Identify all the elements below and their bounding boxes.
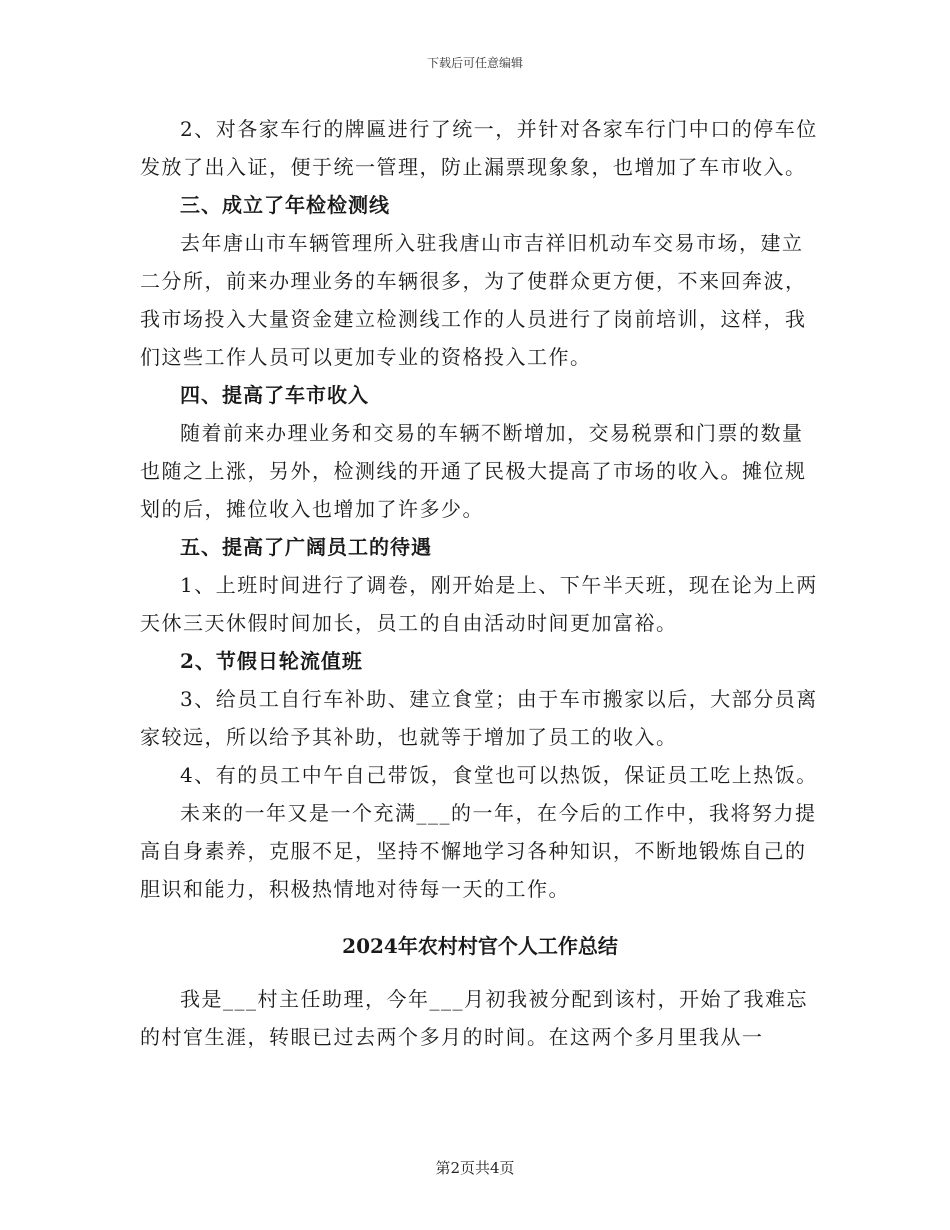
section-heading-3: 三、成立了年检检测线 <box>180 193 390 217</box>
section-heading-5: 五、提高了广阔员工的待遇 <box>180 535 432 559</box>
paragraph-4: 1、上班时间进行了调卷，刚开始是上、下午半天班，现在论为上两天休三天休假时间加长，员工的自由活动时间更加富裕。 <box>140 573 818 635</box>
page-number: 第2页共4页 <box>435 1159 515 1177</box>
paragraph-7: 未来的一年又是一个充满___的一年，在今后的工作中，我将努力提高自身素养，克服不足，坚持不懈地学习各种知识，不断地锻炼自己的胆识和能力，积极热情地对待每一天的工作。 <box>140 801 817 901</box>
document-title: 2024年农村村官个人工作总结 <box>342 934 618 958</box>
paragraph-8: 我是___村主任助理，今年___月初我被分配到该村，开始了我难忘的村官生涯，转眼已过去两个多月的时间。在这两个多月里我从一 <box>140 987 808 1049</box>
subsection-heading-holiday: 2、节假日轮流值班 <box>180 649 363 673</box>
paragraph-2: 去年唐山市车辆管理所入驻我唐山市吉祥旧机动车交易市场，建立二分所，前来办理业务的车辆很多，为了使群众更方便，不来回奔波，我市场投入大量资金建立检测线工作的人员进行了岗前培训，这样，我们这些工作人员可以更加专业的资格投入工作。 <box>140 231 807 369</box>
header-note: 下载后可任意编辑 <box>426 56 523 70</box>
paragraph-1: 2、对各家车行的牌匾进行了统一，并针对各家车行门中口的停车位发放了出入证，便于统一管理，防止漏票现象象，也增加了车市收入。 <box>140 117 818 179</box>
section-heading-4: 四、提高了车市收入 <box>180 383 369 407</box>
paragraph-3: 随着前来办理业务和交易的车辆不断增加，交易税票和门票的数量也随之上涨，另外，检测线的开通了民极大提高了市场的收入。摊位规划的后，摊位收入也增加了许多少。 <box>140 421 807 521</box>
document-body <box>140 110 820 1056</box>
paragraph-6: 4、有的员工中午自己带饭，食堂也可以热饭，保证员工吃上热饭。 <box>180 763 818 787</box>
paragraph-5: 3、给员工自行车补助、建立食堂；由于车市搬家以后，大部分员离家较远，所以给予其补助，也就等于增加了员工的收入。 <box>140 687 818 749</box>
